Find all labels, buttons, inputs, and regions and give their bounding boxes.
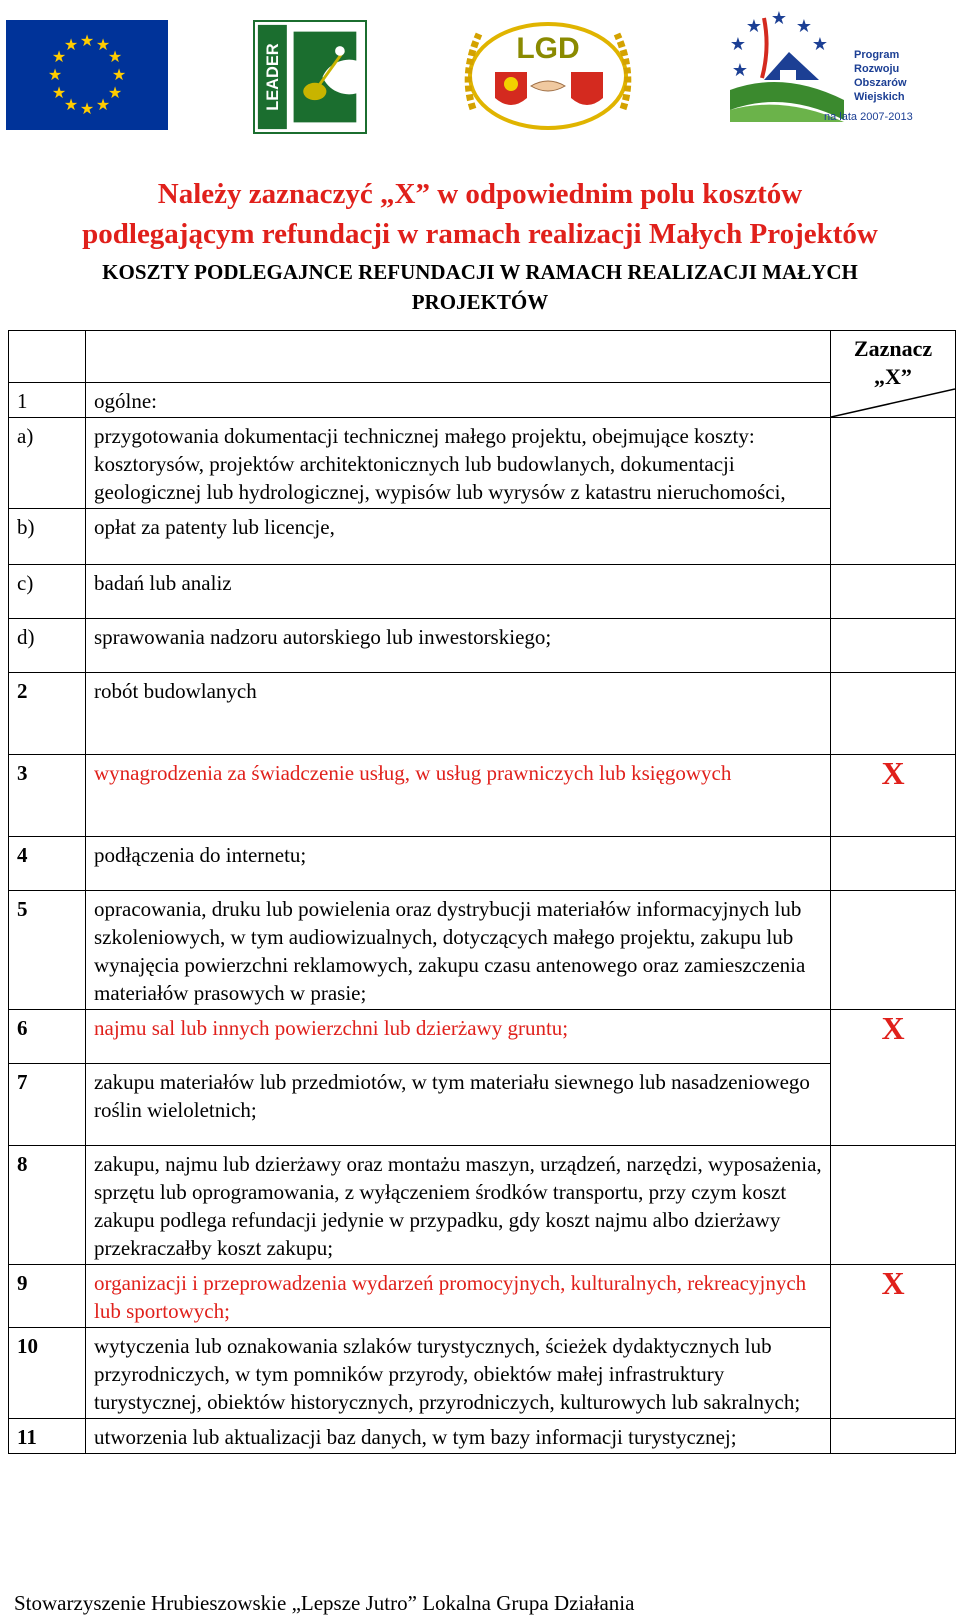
mark-cell[interactable] bbox=[831, 891, 956, 1010]
subheading-line-1: KOSZTY PODLEGAJNCE REFUNDACJI W RAMACH REALIZACJI MAŁYCH bbox=[102, 260, 858, 284]
heading-line-2: podlegającym refundacji w ramach realizacji Małych Projektów bbox=[82, 218, 878, 250]
svg-text:★: ★ bbox=[63, 35, 79, 54]
row-text: opracowania, druku lub powielenia oraz dystrybucji materiałów informacyjnych lub szkoleniowych, w tym audiowizualnych, dotyczących małego projektu, zakupu lub wynajęcia powierzchni reklamowych, zakupu czasu antenowego oraz zamieszczenia materiałów prasowych w prasie; bbox=[86, 891, 831, 1010]
row-text: zakupu, najmu lub dzierżawy oraz montażu maszyn, urządzeń, narzędzi, wyposażenia, sprzętu lub oprogramowania, z wyłączeniem środków transportu, przy czym koszt zakupu podlega refundacji jedynie w przypadku, gdy koszt najmu albo dzierżawy przekraczałby koszt zakupu; bbox=[86, 1146, 831, 1265]
mark-cell-checked[interactable] bbox=[831, 1265, 956, 1419]
prow-text-5: na lata 2007-2013 bbox=[824, 111, 913, 123]
row-num: d) bbox=[9, 619, 86, 673]
row-num: 6 bbox=[9, 1010, 86, 1064]
row-num: 5 bbox=[9, 891, 86, 1010]
row-num: 1 bbox=[9, 383, 86, 418]
mark-cell-checked[interactable] bbox=[831, 755, 956, 837]
prow-text-3: Obszarów bbox=[854, 77, 907, 89]
x-mark: X bbox=[881, 1010, 905, 1046]
row-num: a) bbox=[9, 418, 86, 509]
row-num: 8 bbox=[9, 1146, 86, 1265]
table-row bbox=[9, 383, 956, 418]
row-text: opłat za patenty lub licencje, bbox=[86, 509, 831, 565]
table-row bbox=[9, 1419, 956, 1454]
row-text: zakupu materiałów lub przedmiotów, w tym materiału siewnego lub nasadzeniowego roślin wieloletnich; bbox=[86, 1064, 831, 1146]
mark-cell[interactable] bbox=[831, 673, 956, 755]
svg-text:★: ★ bbox=[729, 34, 747, 55]
svg-text:★: ★ bbox=[731, 60, 749, 81]
table-row bbox=[9, 1064, 956, 1146]
prow-text-4: Wiejskich bbox=[854, 91, 905, 103]
row-num: 7 bbox=[9, 1064, 86, 1146]
row-num: 11 bbox=[9, 1419, 86, 1454]
mark-cell[interactable] bbox=[831, 1419, 956, 1454]
x-mark: X bbox=[881, 1265, 905, 1301]
mark-cell[interactable] bbox=[831, 837, 956, 891]
mark-cell-checked[interactable] bbox=[831, 1010, 956, 1146]
prow-logo bbox=[724, 10, 960, 128]
svg-text:★: ★ bbox=[79, 99, 95, 118]
row-text: przygotowania dokumentacji technicznej małego projektu, obejmujące koszty: kosztorysów, projektów architektonicznych lub budowlanych, dokumentacji geologicznej lub hydrologicznej, wypisów lub wyrysów z katastru nieruchomości, bbox=[86, 418, 831, 509]
row-num: b) bbox=[9, 509, 86, 565]
heading-line-1: Należy zaznaczyć „X” w odpowiednim polu kosztów bbox=[157, 178, 803, 210]
table-row bbox=[9, 509, 956, 565]
row-num: 4 bbox=[9, 837, 86, 891]
leader-logo-text: LEADER bbox=[264, 43, 283, 111]
subheading-line-2: PROJEKTÓW bbox=[411, 290, 549, 314]
table-row bbox=[9, 565, 956, 619]
row-num: c) bbox=[9, 565, 86, 619]
row-text: badań lub analiz bbox=[86, 565, 831, 619]
mark-cell[interactable] bbox=[831, 619, 956, 673]
svg-text:★: ★ bbox=[47, 65, 63, 84]
row-text: podłączenia do internetu; bbox=[86, 837, 831, 891]
svg-text:★: ★ bbox=[95, 95, 111, 114]
table-row bbox=[9, 755, 956, 837]
footer-organization: Stowarzyszenie Hrubieszowskie „Lepsze Jutro” Lokalna Grupa Działania bbox=[14, 1591, 635, 1615]
svg-text:★: ★ bbox=[79, 31, 95, 50]
svg-text:★: ★ bbox=[63, 95, 79, 114]
row-text: sprawowania nadzoru autorskiego lub inwestorskiego; bbox=[86, 619, 831, 673]
table-row bbox=[9, 619, 956, 673]
logo-strip bbox=[0, 0, 960, 140]
svg-text:★: ★ bbox=[107, 47, 123, 66]
row-text: organizacji i przeprowadzenia wydarzeń promocyjnych, kulturalnych, rekreacyjnych lub sportowych; bbox=[86, 1265, 831, 1328]
header-num-cell bbox=[9, 331, 86, 383]
row-text: wynagrodzenia za świadczenie usług, w usług prawniczych lub księgowych bbox=[86, 755, 831, 837]
svg-text:★: ★ bbox=[745, 16, 763, 37]
prow-text-1: Program bbox=[854, 49, 900, 61]
row-num: 3 bbox=[9, 755, 86, 837]
mark-header-diagonal bbox=[831, 387, 955, 417]
mark-cell[interactable] bbox=[831, 418, 956, 565]
table-row bbox=[9, 1146, 956, 1265]
svg-text:★: ★ bbox=[770, 10, 788, 29]
table-row bbox=[9, 418, 956, 509]
header-text-cell bbox=[86, 331, 831, 383]
table-row bbox=[9, 1265, 956, 1328]
row-text: utworzenia lub aktualizacji baz danych, w tym bazy informacji turystycznej; bbox=[86, 1419, 831, 1454]
row-num: 10 bbox=[9, 1328, 86, 1419]
prow-text-2: Rozwoju bbox=[854, 63, 900, 75]
row-num: 9 bbox=[9, 1265, 86, 1328]
mark-header-quote: „X” bbox=[874, 364, 912, 389]
row-text: najmu sal lub innych powierzchni lub dzierżawy gruntu; bbox=[86, 1010, 831, 1064]
eu-flag-logo bbox=[6, 20, 168, 130]
table-row bbox=[9, 673, 956, 755]
table-row bbox=[9, 891, 956, 1010]
mark-header-label: Zaznacz bbox=[853, 336, 933, 361]
row-num: 2 bbox=[9, 673, 86, 755]
mark-cell[interactable] bbox=[831, 1146, 956, 1265]
x-mark: X bbox=[881, 755, 905, 791]
svg-text:★: ★ bbox=[51, 47, 67, 66]
svg-text:★: ★ bbox=[95, 35, 111, 54]
svg-text:★: ★ bbox=[107, 83, 123, 102]
row-text: ogólne: bbox=[86, 383, 831, 418]
lgd-logo bbox=[453, 14, 643, 132]
svg-text:★: ★ bbox=[811, 34, 829, 55]
costs-table bbox=[8, 330, 956, 1454]
svg-text:★: ★ bbox=[795, 16, 813, 37]
row-text: robót budowlanych bbox=[86, 673, 831, 755]
mark-header-cell bbox=[831, 331, 956, 418]
table-header-row bbox=[9, 331, 956, 383]
lgd-logo-text: LGD bbox=[516, 32, 580, 65]
leader-logo bbox=[253, 20, 367, 134]
table-row bbox=[9, 837, 956, 891]
table-row bbox=[9, 1010, 956, 1064]
svg-text:★: ★ bbox=[51, 83, 67, 102]
mark-cell[interactable] bbox=[831, 565, 956, 619]
table-row bbox=[9, 1328, 956, 1419]
svg-text:★: ★ bbox=[111, 65, 127, 84]
row-text: wytyczenia lub oznakowania szlaków turystycznych, ścieżek dydaktycznych lub przyrodniczych, w tym pomników przyrody, obiektów małej infrastruktury turystycznej, obiektów historycznych, przyrodniczych, kulturowych lub sakralnych; bbox=[86, 1328, 831, 1419]
